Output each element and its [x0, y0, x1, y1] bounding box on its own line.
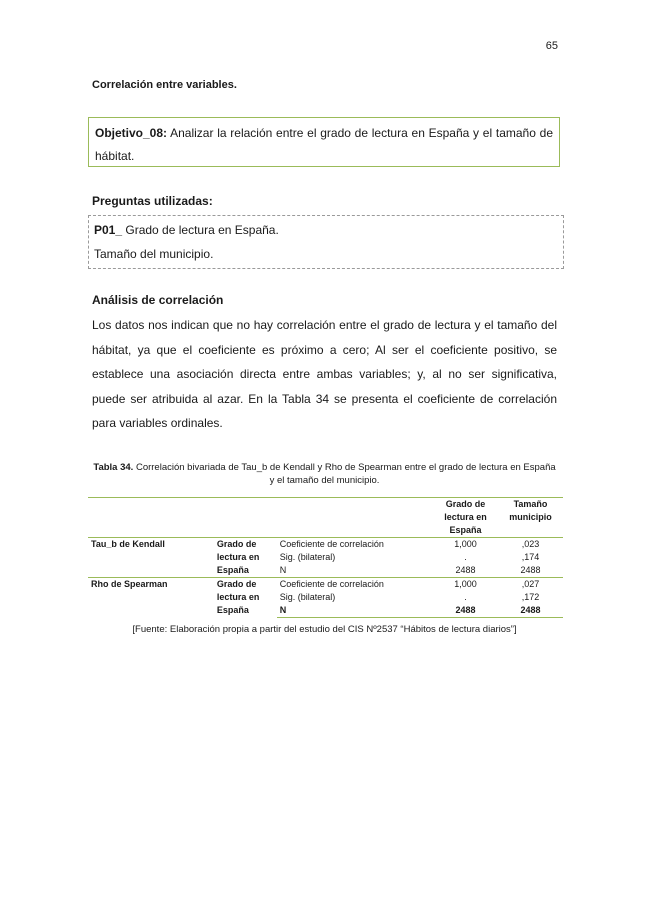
section-title: Correlación entre variables. [92, 79, 237, 91]
stat-label: Sig. (bilateral) [279, 592, 336, 602]
table-row [88, 578, 563, 592]
table-cell: 1,000 [454, 539, 477, 549]
analysis-paragraph: Los datos nos indican que no hay correlación entre el grado de lectura y el tamaño del hábitat, ya que el coeficiente es próximo a cero; Al ser el coeficiente positivo, se establece una asociación directa entre ambas variables; y, al no ser significativa, puede ser atribuida al azar. En la Tabla 34 se presenta el coeficiente de correlación para variables ordinales. [92, 318, 557, 430]
table-cell: 2488 [433, 604, 498, 618]
question-1 [94, 218, 558, 242]
table-cell: 2488 [520, 565, 541, 575]
correlation-table [88, 497, 563, 618]
questions-title: Preguntas utilizadas: [92, 194, 213, 208]
table-source: [Fuente: Elaboración propia a partir del estudio del CIS Nº2537 “Hábitos de lectura diarios”] [132, 624, 517, 635]
header-grado-lectura: Grado de lectura en España [433, 498, 498, 538]
table-cell: 2488 [498, 604, 563, 618]
stat-label: N [279, 565, 287, 575]
table-row [88, 538, 563, 552]
table-caption [92, 461, 557, 487]
objective-box [88, 117, 560, 167]
stat-label: Coeficiente de correlación [279, 539, 384, 549]
spearman-var-label: Grado de lectura en España [214, 578, 277, 618]
table-cell: . [464, 552, 467, 562]
kendall-var-label: Grado de lectura en España [216, 539, 260, 575]
table-caption-label: Tabla 34. [93, 462, 134, 473]
stat-label: Sig. (bilateral) [279, 552, 336, 562]
header-tamano-municipio: Tamaño municipio [498, 498, 563, 538]
table-cell: ,023 [521, 539, 540, 549]
questions-box [88, 215, 564, 269]
spearman-label: Rho de Spearman [88, 578, 214, 618]
table-header-row [88, 498, 563, 538]
page-number: 65 [545, 40, 558, 52]
table-cell: . [464, 592, 467, 602]
stat-label: N [277, 604, 433, 618]
analysis-title: Análisis de correlación [92, 293, 224, 307]
objective-label: Objetivo_08: [95, 126, 168, 140]
table-cell: 2488 [455, 565, 476, 575]
kendall-label: Tau_b de Kendall [91, 539, 165, 549]
question-2: Tamaño del municipio. [94, 247, 214, 261]
table-cell: ,174 [521, 552, 540, 562]
question-1-text: Grado de lectura en España. [122, 223, 279, 237]
table-cell: 1,000 [433, 578, 498, 592]
objective-text: Analizar la relación entre el grado de lectura en España y el tamaño de hábitat. [95, 126, 553, 163]
table-cell: ,172 [521, 592, 540, 602]
question-1-label: P01_ [94, 223, 123, 237]
table-caption-text: Correlación bivariada de Tau_b de Kendall y Rho de Spearman entre el grado de lectura en España y el tamaño del municipio. [133, 462, 556, 486]
stat-label: Coeficiente de correlación [277, 578, 433, 592]
table-cell: ,027 [498, 578, 563, 592]
